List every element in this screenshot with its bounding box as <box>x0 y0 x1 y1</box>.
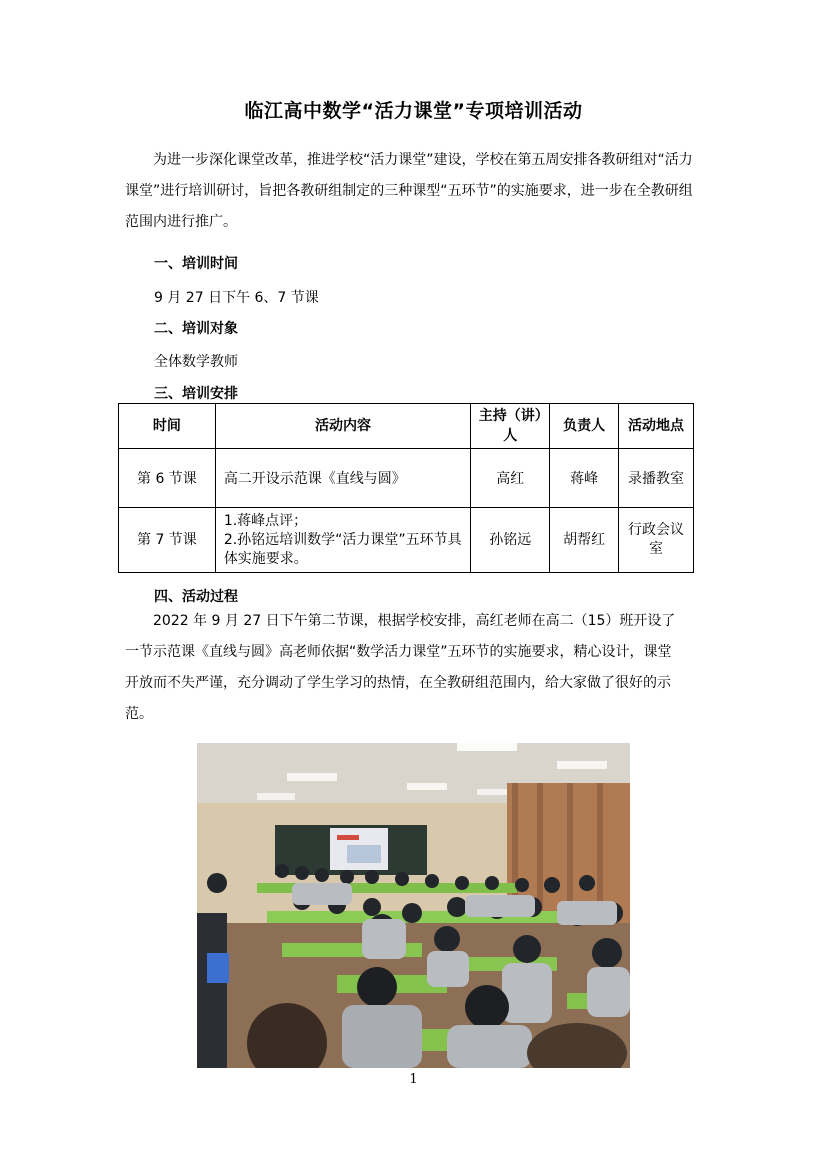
header-place: 活动地点 <box>619 404 694 449</box>
training-time-text: 9 月 27 日下午 6、7 节课 <box>154 290 319 306</box>
content-line: 高二开设示范课《直线与圆》 <box>223 471 406 487</box>
content-line: 1.蒋峰点评； <box>223 512 308 529</box>
process-text: 2022 年 9 月 27 日下午第二节课，根据学校安排，高红老师在高二（15）班开设了一节示范课《直线与圆》高老师依据“数学活力课堂”五环节的实施要求，精心设计，课堂开放而不失严谨，充分调动了学生学习的热情，在全教研组范围内，给大家做了很好的示范。 <box>125 613 676 722</box>
table-row <box>119 449 694 508</box>
schedule-table <box>118 403 694 573</box>
content-line: 2.孙铭远培训数学“活力课堂”五环节具体实施要求。 <box>223 531 462 567</box>
cell-time: 第 6 节课 <box>119 449 216 508</box>
cell-content <box>215 449 470 508</box>
page-number: 1 <box>409 1072 418 1087</box>
cell-host: 孙铭远 <box>471 508 550 573</box>
cell-time: 第 7 节课 <box>119 508 216 573</box>
section-heading-arrangement: 三、培训安排 <box>154 386 238 402</box>
table-header-row <box>119 404 694 449</box>
training-target-text: 全体数学教师 <box>154 354 238 370</box>
cell-owner: 蒋峰 <box>550 449 619 508</box>
classroom-photo <box>197 743 630 1068</box>
header-host: 主持（讲）人 <box>471 404 550 449</box>
section-heading-target: 二、培训对象 <box>154 321 238 337</box>
document-title: 临江高中数学“活力课堂”专项培训活动 <box>244 100 583 122</box>
section-heading-time: 一、培训时间 <box>154 256 238 272</box>
cell-host: 高红 <box>471 449 550 508</box>
header-content: 活动内容 <box>215 404 470 449</box>
intro-paragraph: 为进一步深化课堂改革，推进学校“活力课堂”建设，学校在第五周安排各教研组对“活力课堂”进行培训研讨，旨把各教研组制定的三种课型“五环节”的实施要求，进一步在全教研组范围内进行推广。 <box>125 152 693 230</box>
cell-content <box>215 508 470 573</box>
section-heading-process: 四、活动过程 <box>154 589 238 605</box>
cell-place: 录播教室 <box>619 449 694 508</box>
table-row <box>119 508 694 573</box>
header-time: 时间 <box>119 404 216 449</box>
header-owner: 负责人 <box>550 404 619 449</box>
process-paragraph <box>125 606 685 730</box>
cell-place: 行政会议室 <box>619 508 694 573</box>
cell-owner: 胡帮红 <box>550 508 619 573</box>
